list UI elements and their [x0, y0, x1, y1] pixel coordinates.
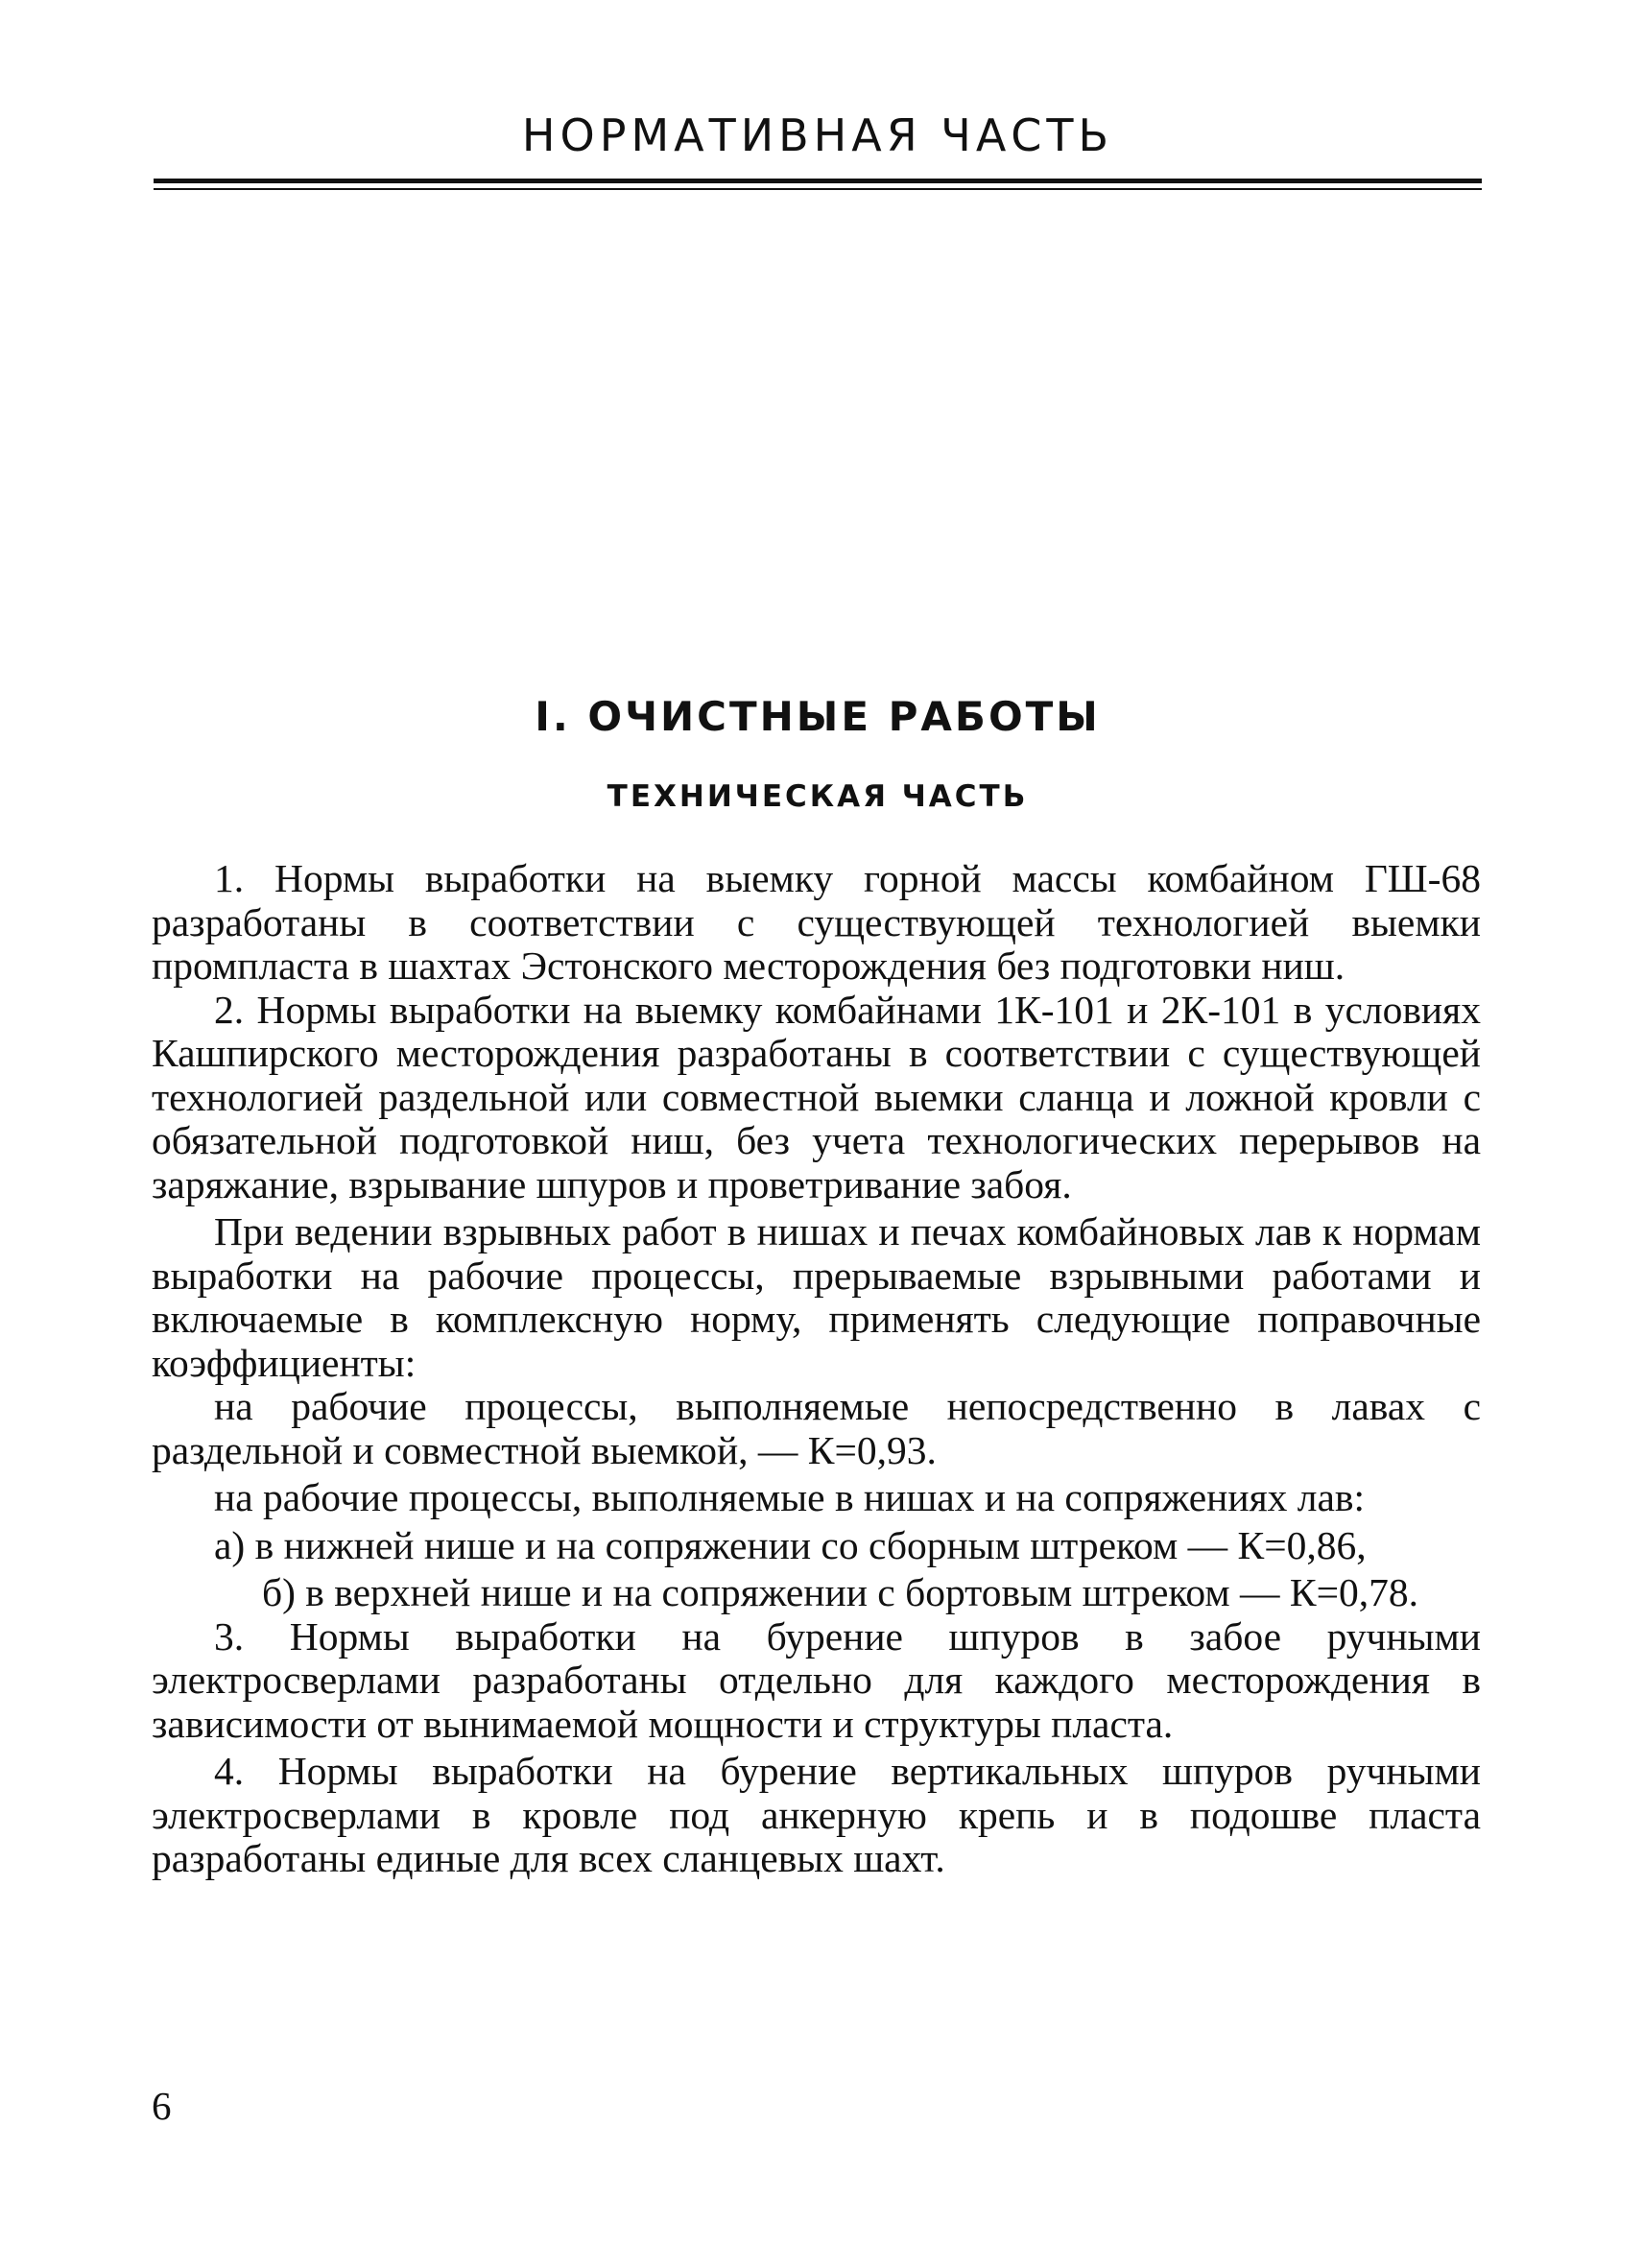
- paragraph-1: 1. Нормы выработки на выемку горной массы комбайном ГШ-68 разработаны в соответствии с существующей технологией выемки промпласта в шахтах Эстонского месторождения без подготовки ниш.: [152, 856, 1481, 988]
- page-number: 6: [152, 2084, 172, 2128]
- paragraph-3: При ведении взрывных работ в нишах и печах комбайновых лав к нормам выработки на рабочие процессы, прерываемые взрывными работами и включаемые в комплексную норму, применять следующие поправочные коэффициенты:: [152, 1209, 1481, 1385]
- header-rule-thin: [154, 188, 1482, 190]
- section-title: I. ОЧИСТНЫЕ РАБОТЫ: [535, 693, 1101, 740]
- header-rule-thick: [154, 179, 1482, 183]
- subsection-title: ТЕХНИЧЕСКАЯ ЧАСТЬ: [607, 779, 1029, 814]
- paragraph-6: 3. Нормы выработки на бурение шпуров в забое ручными электросверлами разработаны отдельно для каждого месторождения в зависимости от вынимаемой мощности и структуры пласта.: [152, 1613, 1481, 1746]
- body-text: [152, 857, 1481, 1881]
- paragraph-7: 4. Нормы выработки на бурение вертикальных шпуров ручными электросверлами в кровле под анкерную крепь и в подошве пласта разработаны единые для всех сланцевых шахт.: [152, 1749, 1481, 1880]
- running-head: НОРМАТИВНАЯ ЧАСТЬ: [521, 109, 1114, 161]
- paragraph-5: на рабочие процессы, выполняемые в нишах и на сопряжениях лав:: [214, 1475, 1366, 1519]
- list-item-a: а) в нижней нише и на сопряжении со сборным штреком — К=0,86,: [214, 1522, 1367, 1567]
- paragraph-2: 2. Нормы выработки на выемку комбайнами 1К-101 и 2К-101 в условиях Кашпирского месторождения разработаны в соответствии с существующей технологией раздельной или совместной выемки сланца и ложной кровли с обязательной подготовкой ниш, без учета технологических перерывов на заряжание, взрывание шпуров и проветривание забоя.: [152, 987, 1481, 1206]
- paragraph-4: на рабочие процессы, выполняемые непосредственно в лавах с раздельной и совместной выемкой, — К=0,93.: [152, 1384, 1481, 1472]
- list-item-b: б) в верхней нише и на сопряжении с бортовым штреком — К=0,78.: [262, 1570, 1418, 1614]
